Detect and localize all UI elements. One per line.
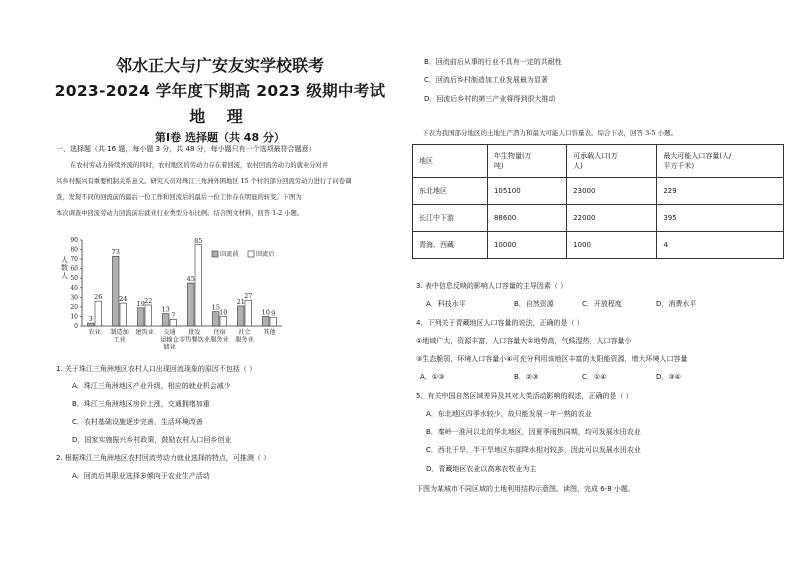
- table-row: [413, 178, 784, 205]
- q5-option-c: C．西北干旱、半干旱地区东部降水相对较多，因此可以发展水田农业: [426, 446, 641, 454]
- q4-option-a: A．①③: [420, 373, 445, 381]
- q3-option-c: C．开放程度: [582, 300, 622, 308]
- q1-option-d: D．国家实施振兴乡村政策，鼓励农村人口回乡创业: [72, 436, 232, 444]
- exam-title-line1: 邻水正大与广安友实学校联考: [115, 56, 324, 75]
- bar-before: [238, 306, 245, 326]
- table-cell: 1000: [567, 232, 657, 259]
- passage1-line1: 在农村劳动力持续外流的同时，农村地区的劳动力存在着回流，农村回流劳动力的就业分对并: [70, 162, 329, 169]
- q3-stem: 3. 表中信息反映的影响人口容量的主导因素（ ）: [416, 282, 568, 290]
- bar-value-label: 24: [119, 295, 128, 304]
- passage1-line4: 本次调查中回流劳动力回流前后就业行业类型分布比例。结合图文材料，回答 1-2 小题。: [56, 210, 304, 217]
- bar-before: [88, 323, 95, 326]
- y-tick-label: 50: [70, 275, 78, 283]
- q2-stem: 2. 根据珠江三角洲地区农村回流劳动力就业选择的特点，可推测（ ）: [56, 454, 271, 462]
- bar-after: [95, 301, 102, 326]
- bar-before: [138, 308, 145, 326]
- table-header-biomass: 年生物量(万 吨): [487, 145, 566, 178]
- passage1-line3: 查，发现不同的回流前的最后一份工作和回流后的最后一份工作存在明显的转变。下图为: [56, 194, 302, 201]
- category-label: 交通: [163, 329, 176, 336]
- category-label: 制造加: [110, 329, 129, 336]
- bar-before: [213, 312, 220, 326]
- q2-option-b: B．回流前后从事的行业不具有一定的共耐性: [424, 58, 562, 66]
- table-cell: 395: [657, 205, 784, 232]
- bar-after: [145, 305, 152, 326]
- q4-option-d: D．③④: [656, 373, 681, 381]
- bar-value-label: 22: [144, 296, 153, 305]
- category-label: 其他: [263, 329, 276, 336]
- q4-statements-line2: ③生态脆弱，环境人口容量小④可充分利用该地区丰富的太阳能资源，增大环境人口容量: [416, 355, 688, 363]
- bar-after: [170, 319, 177, 326]
- bar-value-label: 73: [111, 248, 120, 257]
- category-label: 住宿: [213, 329, 226, 336]
- table-cell: 长江中下游: [413, 205, 488, 232]
- y-tick-label: 60: [70, 265, 78, 273]
- bar-value-label: 26: [94, 293, 103, 302]
- closing-instruction: 下图为某城市不同区域的土地利用结构示意图。读图，完成 6-8 小题。: [416, 485, 635, 493]
- q1-option-a: A．珠江三角洲地区产业升级，相应的就业机会减少: [72, 382, 231, 390]
- table-cell: 23000: [567, 178, 657, 205]
- y-tick-label: 10: [70, 313, 78, 321]
- bar-after: [220, 316, 227, 326]
- q4-option-b: B．②③: [514, 373, 539, 381]
- table-row: [413, 232, 784, 259]
- section-instruction: 一、选择题（共 16 题，每小题 3 分，共 48 分，每小题只有一个选项最符合题意）: [56, 145, 316, 153]
- q3-option-a: A．科技水平: [426, 300, 466, 308]
- bar-before: [188, 283, 195, 326]
- exam-subject: 地 理: [189, 107, 251, 126]
- y-tick-label: 0: [74, 323, 78, 330]
- legend-label: 回流后: [256, 251, 275, 258]
- bar-before: [113, 256, 120, 326]
- q4-statements-line1: ①地域广大，资源丰富，人口容量大②地势高，气候湿热，人口容量小: [416, 337, 632, 345]
- bar-value-label: 13: [161, 305, 170, 314]
- category-label: 工业: [113, 336, 126, 344]
- y-axis-label-char: 人: [61, 272, 68, 280]
- bar-value-label: 21: [236, 297, 245, 306]
- employment-bar-chart: [55, 232, 295, 362]
- table-cell: 88600: [487, 205, 566, 232]
- q2-option-c: C．回流后乡村制造加工业发展最为显著: [424, 76, 548, 84]
- y-tick-label: 40: [70, 284, 78, 292]
- bar-value-label: 15: [211, 303, 220, 312]
- table-cell: 青海、西藏: [413, 232, 488, 259]
- section-title: 第Ⅰ卷 选择题（共 48 分）: [155, 131, 285, 144]
- category-label: 服务业: [210, 336, 229, 344]
- bar-value-label: 3: [88, 315, 93, 324]
- y-tick-label: 80: [70, 246, 78, 254]
- category-label: 服务业: [235, 336, 254, 344]
- table-cell: 22000: [567, 205, 657, 232]
- bar-value-label: 27: [244, 292, 253, 301]
- q1-option-b: B．珠江三角洲地区房价上涨，交通拥堵加重: [72, 400, 210, 408]
- category-label: 社会: [238, 329, 251, 336]
- category-label: 零售餐饮业: [179, 336, 210, 344]
- q1-option-c: C．农村基础设施逐步完善，生活环境改善: [72, 418, 203, 426]
- bar-value-label: 19: [136, 299, 145, 308]
- q4-stem: 4．下列关于青藏地区人口容量的说法，正确的是（ ）: [416, 319, 584, 327]
- y-tick-label: 70: [70, 256, 78, 264]
- bar-before: [163, 314, 170, 326]
- table-header-row: [413, 145, 784, 178]
- legend-swatch: [212, 251, 218, 257]
- bar-value-label: 7: [171, 311, 176, 320]
- q3-option-b: B．自然资源: [514, 300, 554, 308]
- bar-value-label: 85: [194, 236, 203, 245]
- bar-value-label: 9: [271, 309, 276, 318]
- category-label: 建筑业: [135, 329, 154, 336]
- q5-option-b: B．秦岭一淮河以北的华北地区，因夏季雨热同期，均可发展水田农业: [426, 428, 641, 436]
- category-label: 农业: [88, 329, 101, 336]
- passage1-line2: 兴乡村振兴有重要机制关系意义。研究人员对珠江三角洲外围地区 15 个村的部分回流劳动力进行了问卷调: [56, 178, 352, 185]
- bar-after: [120, 303, 127, 326]
- table-header-max-density: 最大可能人口容量(人/ 平方千米): [657, 145, 784, 178]
- q3-option-d: D．消费水平: [656, 300, 697, 308]
- q2-option-a: A．回流后其职业选择多倾向于农业生产活动: [72, 472, 210, 480]
- bar-after: [195, 245, 202, 326]
- y-tick-label: 90: [70, 237, 78, 244]
- category-label: 运输仓: [160, 336, 179, 344]
- table-intro: 下表为我国部分地区的土地生产潜力和最大可能人口容量表。综合下表，回答 3-5 小题。: [422, 129, 678, 137]
- legend-label: 回流前: [220, 251, 239, 258]
- bar-after: [245, 300, 252, 326]
- table-cell: 4: [657, 232, 784, 259]
- q5-option-a: A．东北地区四季水较少，故只能发展一年一熟的农业: [426, 410, 592, 418]
- table-header-region: 地区: [413, 145, 488, 178]
- exam-title-line2: 2023-2024 学年度下期高 2023 级期中考试: [54, 82, 386, 100]
- table-cell: 105100: [487, 178, 566, 205]
- table-cell: 10000: [487, 232, 566, 259]
- category-label: 批发: [188, 329, 201, 336]
- table-cell: 东北地区: [413, 178, 488, 205]
- y-axis-label-char: 数: [61, 264, 68, 272]
- table-row: [413, 205, 784, 232]
- q5-option-d: D．青藏地区农业以高寒农牧业为主: [426, 465, 537, 473]
- legend-swatch: [248, 251, 254, 257]
- table-cell: 229: [657, 178, 784, 205]
- q1-stem: 1. 关于珠江三角洲地区农村人口出现回流现象的原因不包括（ ）: [56, 365, 257, 373]
- q2-option-d: D．回流后乡村的第三产业将得到很大推动: [424, 95, 556, 103]
- table-header-capacity: 可承载人口(万 人): [567, 145, 657, 178]
- bar-before: [263, 316, 270, 326]
- y-tick-label: 20: [70, 303, 78, 311]
- bar-value-label: 10: [219, 308, 228, 317]
- q4-option-c: C．①④: [582, 373, 607, 381]
- category-label: 储业: [163, 344, 176, 351]
- y-axis-label-char: 人: [61, 256, 68, 264]
- y-tick-label: 30: [70, 294, 78, 302]
- bar-value-label: 10: [261, 308, 270, 317]
- bar-value-label: 45: [186, 275, 195, 283]
- bar-after: [270, 317, 277, 326]
- q5-stem: 5．有关中国自然区域差异及其对人类活动影响的叙述，正确的是（ ）: [416, 392, 633, 400]
- population-capacity-table: [412, 144, 784, 259]
